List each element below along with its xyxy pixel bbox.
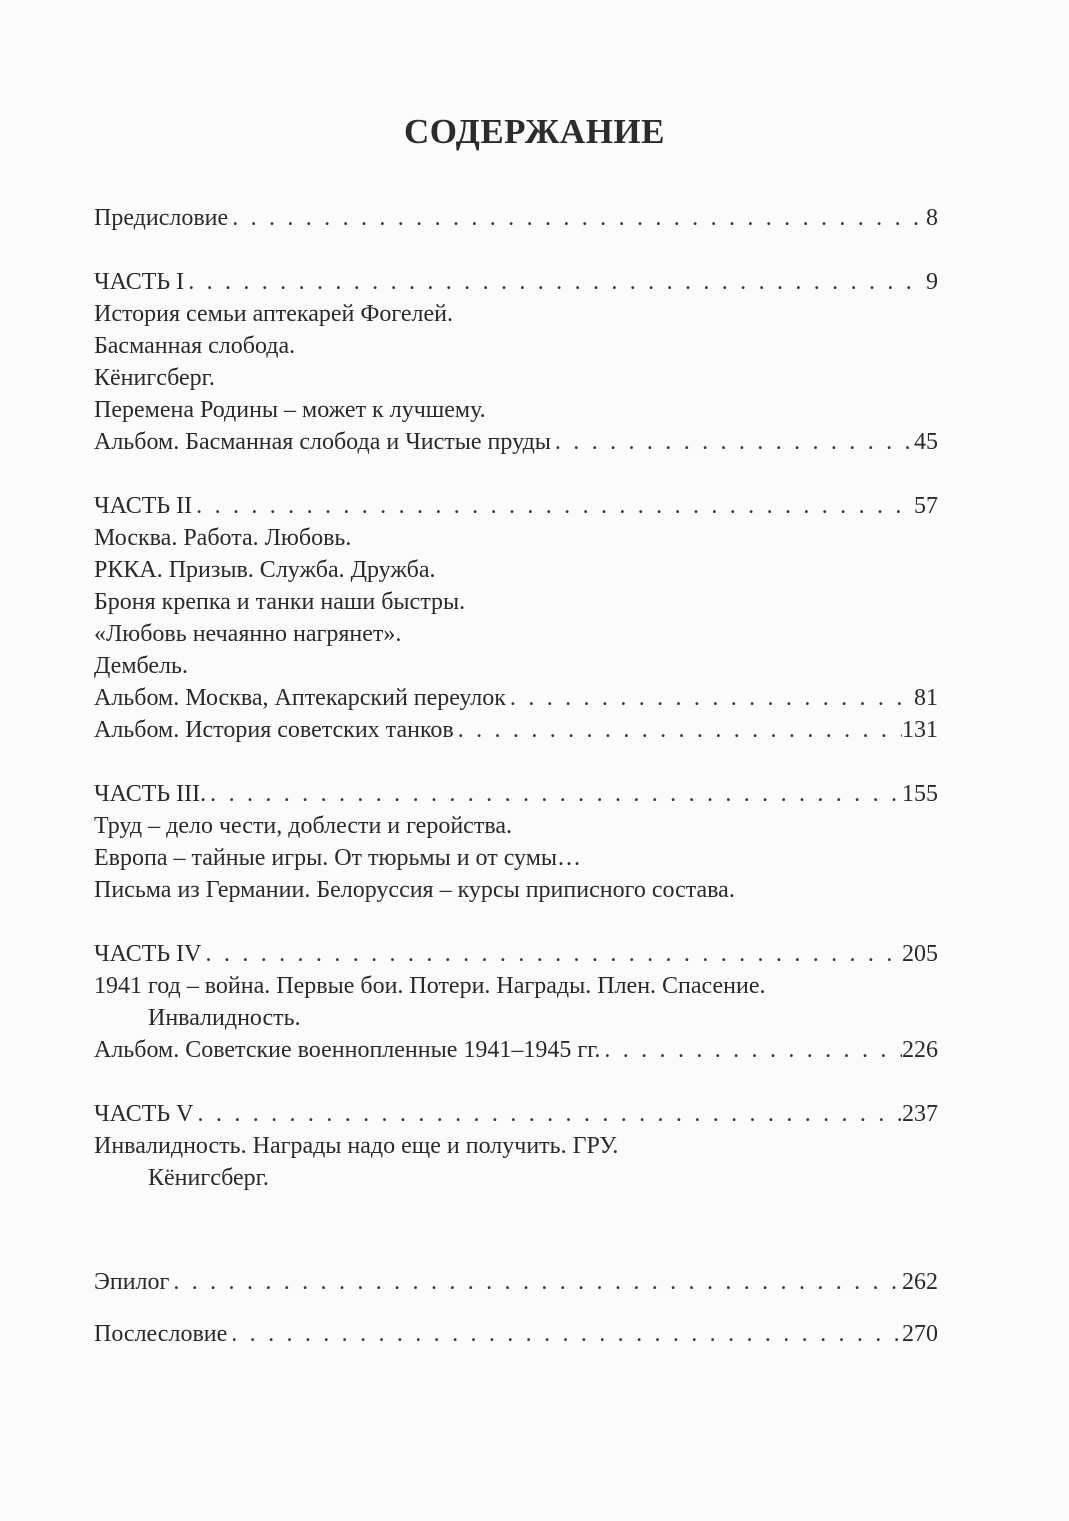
toc-page-number: 45 bbox=[914, 429, 938, 455]
toc-page-number: 81 bbox=[914, 685, 938, 711]
toc-entry-preface bbox=[94, 202, 938, 234]
dot-leader bbox=[192, 490, 914, 522]
toc-entry-label: Инвалидность. bbox=[148, 1005, 301, 1031]
dot-leader bbox=[228, 202, 926, 234]
toc-subentry bbox=[94, 650, 938, 682]
toc-entry-label: ЧАСТЬ II bbox=[94, 493, 193, 519]
toc-subentry bbox=[94, 842, 938, 874]
dot-leader bbox=[184, 266, 926, 298]
toc-subentry bbox=[94, 874, 938, 906]
dot-leader bbox=[227, 1318, 902, 1350]
toc-entry-afterword bbox=[94, 1318, 938, 1350]
toc-entry-label: Эпилог bbox=[94, 1269, 170, 1295]
toc-entry-label: Письма из Германии. Белоруссия – курсы приписного состава. bbox=[94, 877, 735, 903]
toc-page-number: 205 bbox=[902, 941, 938, 967]
toc-entry-part-2 bbox=[94, 490, 938, 522]
toc-entry-part-3 bbox=[94, 778, 938, 810]
page-title: СОДЕРЖАНИЕ bbox=[403, 112, 665, 151]
toc-entry-label: Европа – тайные игры. От тюрьмы и от сумы… bbox=[94, 845, 582, 871]
toc-entry-label: Труд – дело чести, доблести и геройства. bbox=[94, 813, 512, 839]
toc-entry-label: Альбом. Басманная слобода и Чистые пруды bbox=[94, 429, 551, 455]
toc-entry-label: РККА. Призыв. Служба. Дружба. bbox=[94, 557, 436, 583]
toc-entry-album bbox=[94, 426, 938, 458]
toc-subentry bbox=[94, 522, 938, 554]
toc-entry-label: Инвалидность. Награды надо еще и получить. ГРУ. bbox=[94, 1133, 619, 1159]
toc-entry-part-5 bbox=[94, 1098, 938, 1130]
toc-entry-label: 1941 год – война. Первые бои. Потери. Награды. Плен. Спасение. bbox=[94, 973, 766, 999]
toc-entry-label: Москва. Работа. Любовь. bbox=[94, 525, 352, 551]
toc-entry-label: Броня крепка и танки наши быстры. bbox=[94, 589, 466, 615]
toc-subentry bbox=[94, 970, 938, 1002]
toc-entry-label: Альбом. Советские военнопленные 1941–1945 гг. bbox=[94, 1037, 601, 1063]
toc-subentry-continuation bbox=[94, 1002, 938, 1034]
toc-entry-label: Альбом. История советских танков bbox=[94, 717, 454, 743]
dot-leader bbox=[206, 778, 902, 810]
toc-entry-label: Басманная слобода. bbox=[94, 333, 296, 359]
toc-entry-epilogue bbox=[94, 1266, 938, 1298]
toc-entry-label: ЧАСТЬ V bbox=[94, 1101, 194, 1127]
toc-subentry bbox=[94, 330, 938, 362]
toc-subentry-continuation bbox=[94, 1162, 938, 1194]
toc-subentry bbox=[94, 298, 938, 330]
toc-page-number: 57 bbox=[914, 493, 938, 519]
toc-entry-part-4 bbox=[94, 938, 938, 970]
dot-leader bbox=[551, 426, 914, 458]
toc-page-number: 8 bbox=[926, 205, 938, 231]
toc-subentry bbox=[94, 362, 938, 394]
toc-entry-label: Дембель. bbox=[94, 653, 188, 679]
toc-page-number: 131 bbox=[902, 717, 938, 743]
toc-entry-label: Кёнигсберг. bbox=[148, 1165, 269, 1191]
toc-entry-label: ЧАСТЬ III. bbox=[94, 781, 207, 807]
toc-entry-label: Кёнигсберг. bbox=[94, 365, 215, 391]
toc-page-number: 237 bbox=[902, 1101, 938, 1127]
toc-page-number: 262 bbox=[902, 1269, 938, 1295]
toc-page-number: 155 bbox=[902, 781, 938, 807]
dot-leader bbox=[194, 1098, 902, 1130]
toc-entry-label: Предисловие bbox=[94, 205, 229, 231]
toc-entry-label: Послесловие bbox=[94, 1321, 228, 1347]
dot-leader bbox=[600, 1034, 902, 1066]
toc-subentry bbox=[94, 1130, 938, 1162]
toc-page-number: 226 bbox=[902, 1037, 938, 1063]
toc-entry-label: ЧАСТЬ I bbox=[94, 269, 185, 295]
toc-subentry bbox=[94, 618, 938, 650]
toc-entry-album bbox=[94, 1034, 938, 1066]
toc-page-number: 270 bbox=[902, 1321, 938, 1347]
table-of-contents bbox=[94, 202, 938, 1350]
toc-entry-label: История семьи аптекарей Фогелей. bbox=[94, 301, 453, 327]
toc-entry-label: Альбом. Москва, Аптекарский переулок bbox=[94, 685, 506, 711]
toc-subentry bbox=[94, 586, 938, 618]
toc-entry-label: ЧАСТЬ IV bbox=[94, 941, 202, 967]
toc-entry-label: Перемена Родины – может к лучшему. bbox=[94, 397, 486, 423]
dot-leader bbox=[169, 1266, 902, 1298]
toc-entry-album bbox=[94, 714, 938, 746]
toc-entry-label: «Любовь нечаянно нагрянет». bbox=[94, 621, 402, 647]
dot-leader bbox=[454, 714, 902, 746]
toc-page-number: 9 bbox=[926, 269, 938, 295]
toc-entry-part-1 bbox=[94, 266, 938, 298]
toc-subentry bbox=[94, 810, 938, 842]
toc-subentry bbox=[94, 394, 938, 426]
dot-leader bbox=[506, 682, 914, 714]
dot-leader bbox=[202, 938, 902, 970]
toc-entry-album bbox=[94, 682, 938, 714]
toc-subentry bbox=[94, 554, 938, 586]
